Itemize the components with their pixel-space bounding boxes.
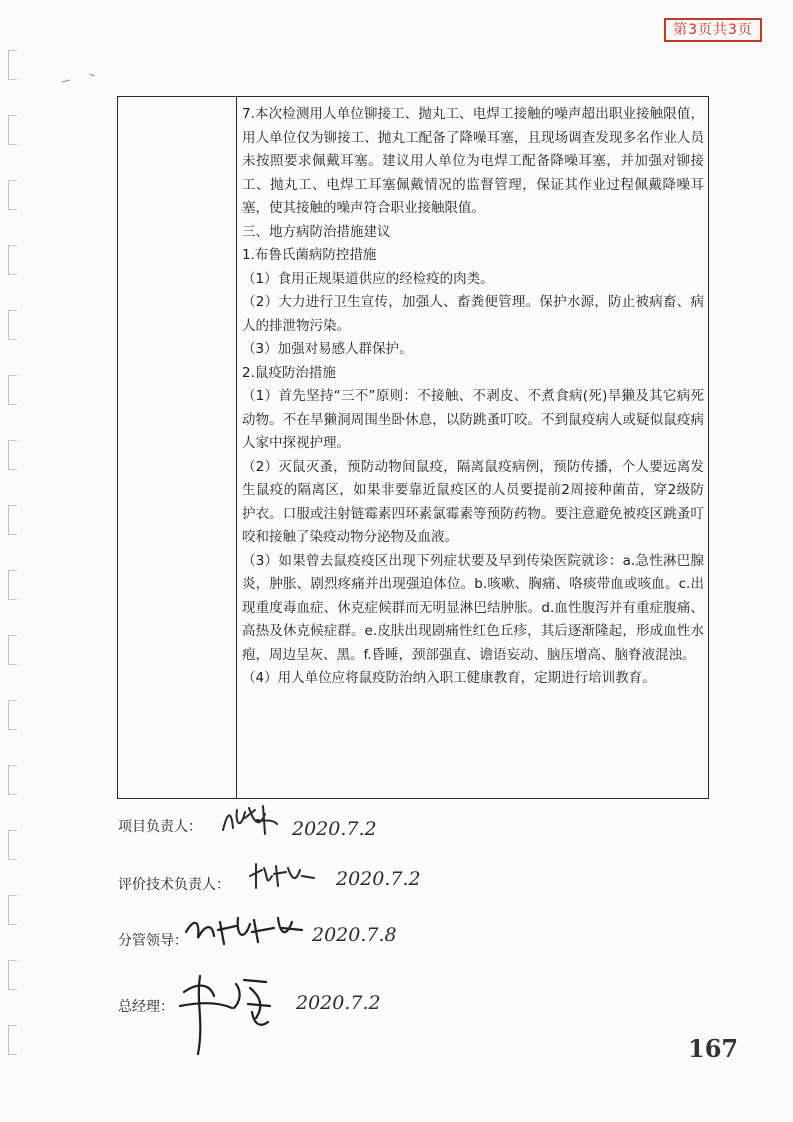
paragraph-noise-recommendation: 7.本次检测用人单位铆接工、抛丸工、电焊工接触的噪声超出职业接触限值，用人单位仅为铆接工、抛丸工配备了降噪耳塞，且现场调查发现多名作业人员未按照要求佩戴耳塞。建议用人单位为电焊工配备降噪耳塞，并加强对铆接工、抛丸工、电焊工耳塞佩戴情况的监督管理，保证其作业过程佩戴降噪耳塞，使其接触的噪声符合职业接触限值。	[242, 106, 704, 216]
tech-leader-label: 评价技术负责人：	[118, 877, 230, 893]
list-item: （3）加强对易感人群保护。	[242, 341, 413, 357]
list-item: （4）用人单位应将鼠疫防治纳入职工健康教育，定期进行培训教育。	[242, 670, 656, 686]
project-leader-date: 2020.7.2	[292, 818, 377, 840]
subheading-brucellosis: 1.布鲁氏菌病防控措施	[242, 247, 377, 263]
section-heading-endemic: 三、地方病防治措施建议	[242, 223, 391, 240]
general-manager-signature	[170, 962, 280, 1062]
page-number: 167	[688, 1034, 739, 1063]
table-column-divider	[236, 97, 237, 798]
recommendations-cell	[242, 103, 704, 691]
supervisor-label: 分管领导：	[118, 933, 188, 949]
project-leader-signature	[215, 800, 285, 842]
general-manager-date: 2020.7.2	[296, 992, 381, 1014]
list-item: （2）灭鼠灭蚤，预防动物间鼠疫，隔离鼠疫病例，预防传播，个人要远离发生鼠疫的隔离区，如果非要靠近鼠疫区的人员要提前2周接种菌苗，穿2级防护衣。口服或注射链霉素四环素氯霉素等预防药物。要注意避免被疫区跳蚤叮咬和接触了染疫动物分泌物及血液。	[242, 458, 704, 545]
list-item: （3）如果曾去鼠疫疫区出现下列症状要及早到传染医院就诊：a.急性淋巴腺炎，肿胀、剧烈疼痛并出现强迫体位。b.咳嗽、胸痛、咯痰带血或咳血。c.出现重度毒血症、休克症候群而无明显淋巴结肿胀。d.血性腹泻并有重症腹痛、高热及休克候症群。e.皮肤出现剧痛性红色丘疹，其后逐渐隆起，形成血性水疱，周边呈灰、黑。f.昏睡，颈部强直、谵语妄动、脑压增高、脑脊液混浊。	[242, 552, 704, 663]
list-item: （1）食用正规渠道供应的经检疫的肉类。	[242, 270, 494, 287]
project-leader-label: 项目负责人：	[118, 819, 202, 835]
tech-leader-date: 2020.7.2	[336, 868, 421, 890]
content-table	[117, 96, 709, 799]
binding-marks	[6, 0, 20, 1122]
subheading-plague: 2.鼠疫防治措施	[242, 364, 336, 381]
scan-speck	[60, 70, 100, 90]
list-item: （1）首先坚持“三不”原则：不接触、不剥皮、不煮食病(死)旱獭及其它病死动物。不在旱獭洞周围坐卧休息，以防跳蚤叮咬。不到鼠疫病人或疑似鼠疫病人家中探视护理。	[242, 388, 704, 451]
tech-leader-signature	[244, 856, 324, 896]
general-manager-label: 总经理：	[118, 999, 174, 1015]
list-item: （2）大力进行卫生宣传，加强人、畜粪便管理。保护水源，防止被病畜、病人的排泄物污染。	[242, 294, 704, 334]
page-count-stamp: 第3页共3页	[664, 18, 762, 42]
supervisor-signature	[178, 908, 308, 954]
supervisor-date: 2020.7.8	[312, 924, 397, 946]
